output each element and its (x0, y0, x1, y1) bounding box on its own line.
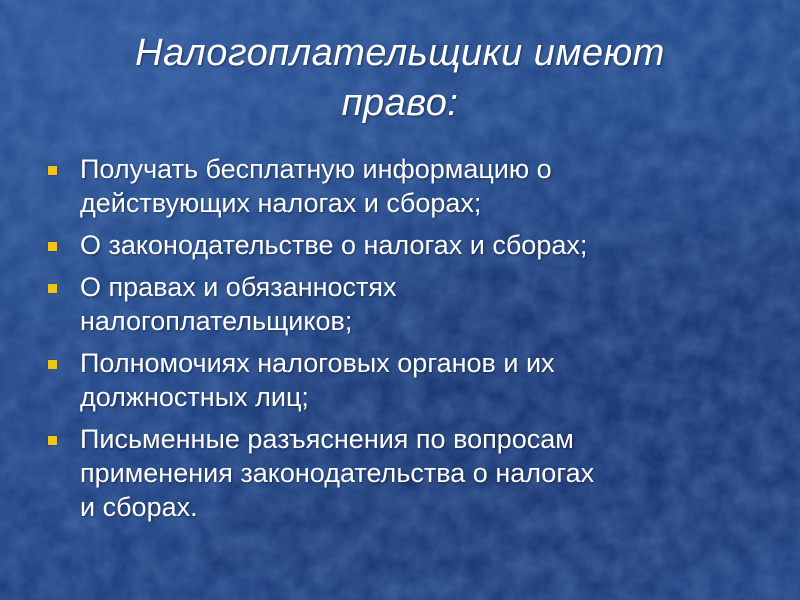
square-bullet-icon (48, 360, 57, 369)
slide-title-line-1: Налогоплательщики имеют (135, 32, 665, 74)
bullet-text-line: должностных лиц; (80, 382, 309, 412)
bullet-item-written-explanations (48, 422, 768, 524)
bullet-text-line: и сборах. (80, 492, 198, 522)
bullet-item-legislation (48, 228, 768, 262)
square-bullet-icon (48, 242, 57, 251)
square-bullet-icon (48, 436, 57, 445)
bullet-list (48, 152, 768, 532)
slide-title-line-2: право: (341, 82, 459, 124)
square-bullet-icon (48, 166, 57, 175)
bullet-text-line: действующих налогах и сборах; (80, 188, 482, 218)
bullet-item-authority-powers (48, 346, 768, 414)
slide-title (60, 28, 740, 128)
bullet-text-line: Полномочиях налоговых органов и их (80, 348, 555, 378)
bullet-text-line: Получать бесплатную информацию о (80, 154, 552, 184)
bullet-text-line: О законодательстве о налогах и сборах; (80, 230, 588, 260)
bullet-text-line: применения законодательства о налогах (80, 458, 595, 488)
bullet-text-line: налогоплательщиков; (80, 306, 353, 336)
bullet-item-free-information (48, 152, 768, 220)
bullet-item-rights-duties (48, 270, 768, 338)
bullet-text-line: Письменные разъяснения по вопросам (80, 424, 574, 454)
bullet-text-line: О правах и обязанностях (80, 272, 397, 302)
square-bullet-icon (48, 284, 57, 293)
